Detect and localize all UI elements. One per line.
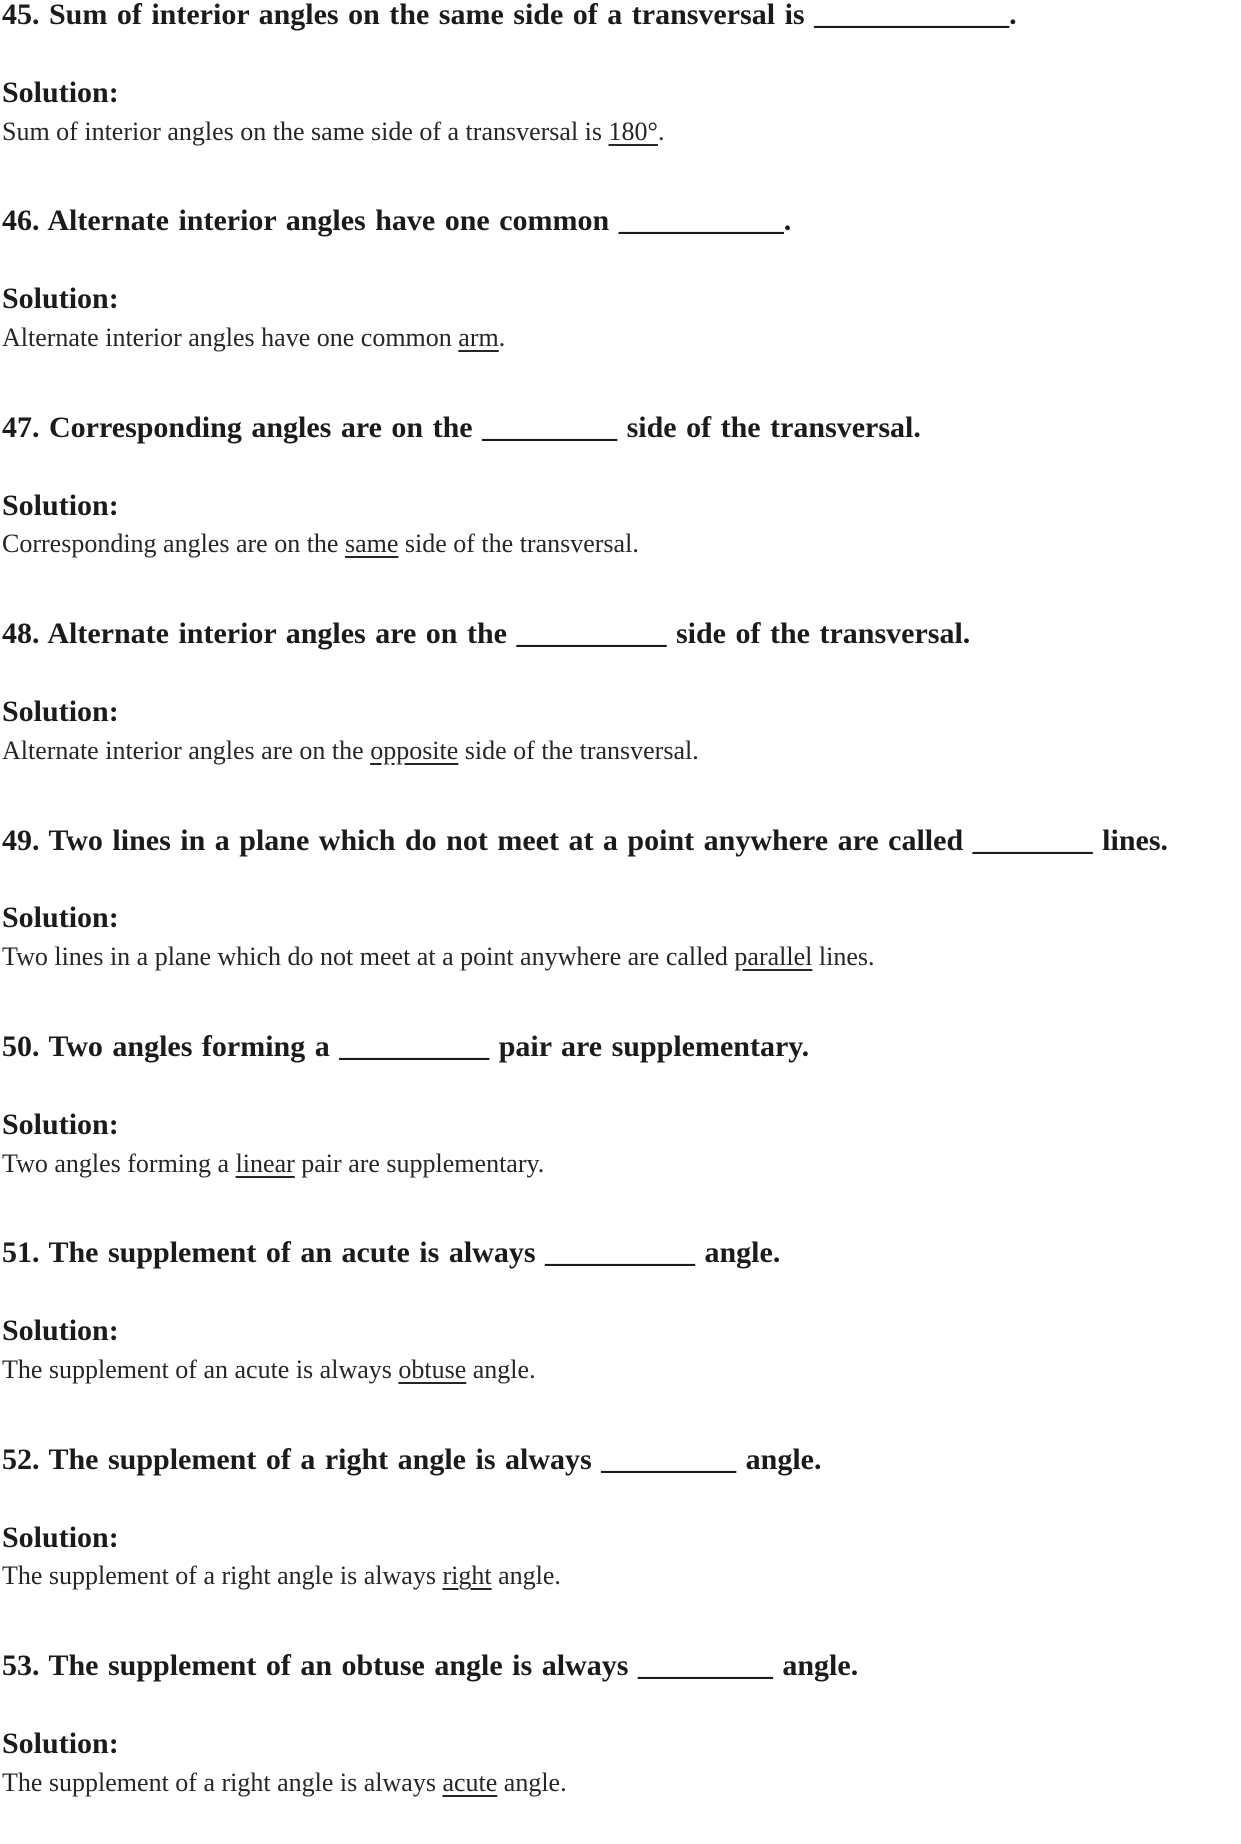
solution-suffix: side of the transversal. — [458, 735, 699, 765]
answer-underlined: opposite — [370, 735, 459, 765]
question-text: 51. The supplement of an acute is always __________ angle. — [2, 1236, 781, 1270]
solution-label: Solution: — [2, 1520, 119, 1554]
qa-block-50 — [2, 1028, 1239, 1180]
solution-prefix: Two angles forming a — [2, 1148, 236, 1178]
qa-block-52 — [2, 1441, 1239, 1593]
solution-text — [2, 115, 1239, 149]
qa-block-45 — [2, 0, 1239, 148]
qa-block-53 — [2, 1647, 1239, 1799]
answer-underlined: arm — [458, 322, 499, 352]
solution-prefix: The supplement of an acute is always — [2, 1354, 399, 1384]
answer-underlined: right — [442, 1561, 492, 1591]
answer-underlined: same — [344, 529, 399, 559]
answer-underlined: obtuse — [398, 1354, 467, 1384]
question-text: 47. Corresponding angles are on the _________ side of the transversal. — [2, 410, 921, 444]
solution-label: Solution: — [2, 901, 119, 935]
solution-label: Solution: — [2, 488, 119, 522]
answer-underlined: 180° — [608, 116, 658, 146]
solution-text — [2, 527, 1239, 561]
question-text: 46. Alternate interior angles have one common ___________. — [2, 204, 792, 238]
solution-prefix: Alternate interior angles are on the — [2, 735, 371, 765]
solution-text — [2, 1147, 1239, 1181]
solution-suffix: . — [657, 116, 665, 146]
qa-block-51 — [2, 1234, 1239, 1386]
solution-suffix: angle. — [466, 1354, 536, 1384]
solution-prefix: Sum of interior angles on the same side of a transversal is — [2, 116, 609, 146]
qa-block-48 — [2, 615, 1239, 767]
solution-prefix: Two lines in a plane which do not meet at a point anywhere are called — [2, 942, 735, 972]
qa-block-47 — [2, 409, 1239, 561]
solution-label: Solution: — [2, 282, 119, 316]
solution-text — [2, 321, 1239, 355]
solution-prefix: Corresponding angles are on the — [2, 529, 345, 559]
qa-block-46 — [2, 202, 1239, 354]
question-text: 52. The supplement of a right angle is always _________ angle. — [2, 1442, 822, 1476]
solution-prefix: Alternate interior angles have one common — [2, 322, 459, 352]
question-text: 49. Two lines in a plane which do not meet at a point anywhere are called ________ lines. — [2, 823, 1168, 857]
question-text: 50. Two angles forming a __________ pair are supplementary. — [2, 1029, 810, 1063]
solution-suffix: lines. — [812, 942, 875, 972]
solution-text — [2, 734, 1239, 768]
solution-label: Solution: — [2, 1314, 119, 1348]
qa-block-49 — [2, 822, 1239, 974]
solution-label: Solution: — [2, 1726, 119, 1760]
answer-underlined: acute — [442, 1767, 498, 1797]
solution-suffix: angle. — [497, 1767, 567, 1797]
solution-text — [2, 1353, 1239, 1387]
solution-label: Solution: — [2, 694, 119, 728]
solution-suffix: . — [498, 322, 506, 352]
answer-underlined: parallel — [734, 942, 813, 972]
answer-underlined: linear — [235, 1148, 295, 1178]
solution-text — [2, 1559, 1239, 1593]
solution-suffix: angle. — [491, 1561, 561, 1591]
question-text: 48. Alternate interior angles are on the __________ side of the transversal. — [2, 617, 971, 651]
solution-label: Solution: — [2, 75, 119, 109]
question-text: 45. Sum of interior angles on the same side of a transversal is _____________. — [2, 0, 1017, 31]
solution-suffix: pair are supplementary. — [294, 1148, 545, 1178]
solution-text — [2, 1766, 1239, 1800]
solution-suffix: side of the transversal. — [398, 529, 639, 559]
question-text: 53. The supplement of an obtuse angle is always _________ angle. — [2, 1649, 859, 1683]
solution-prefix: The supplement of a right angle is always — [2, 1767, 443, 1797]
solution-prefix: The supplement of a right angle is always — [2, 1561, 443, 1591]
solution-text — [2, 940, 1239, 974]
solution-label: Solution: — [2, 1107, 119, 1141]
